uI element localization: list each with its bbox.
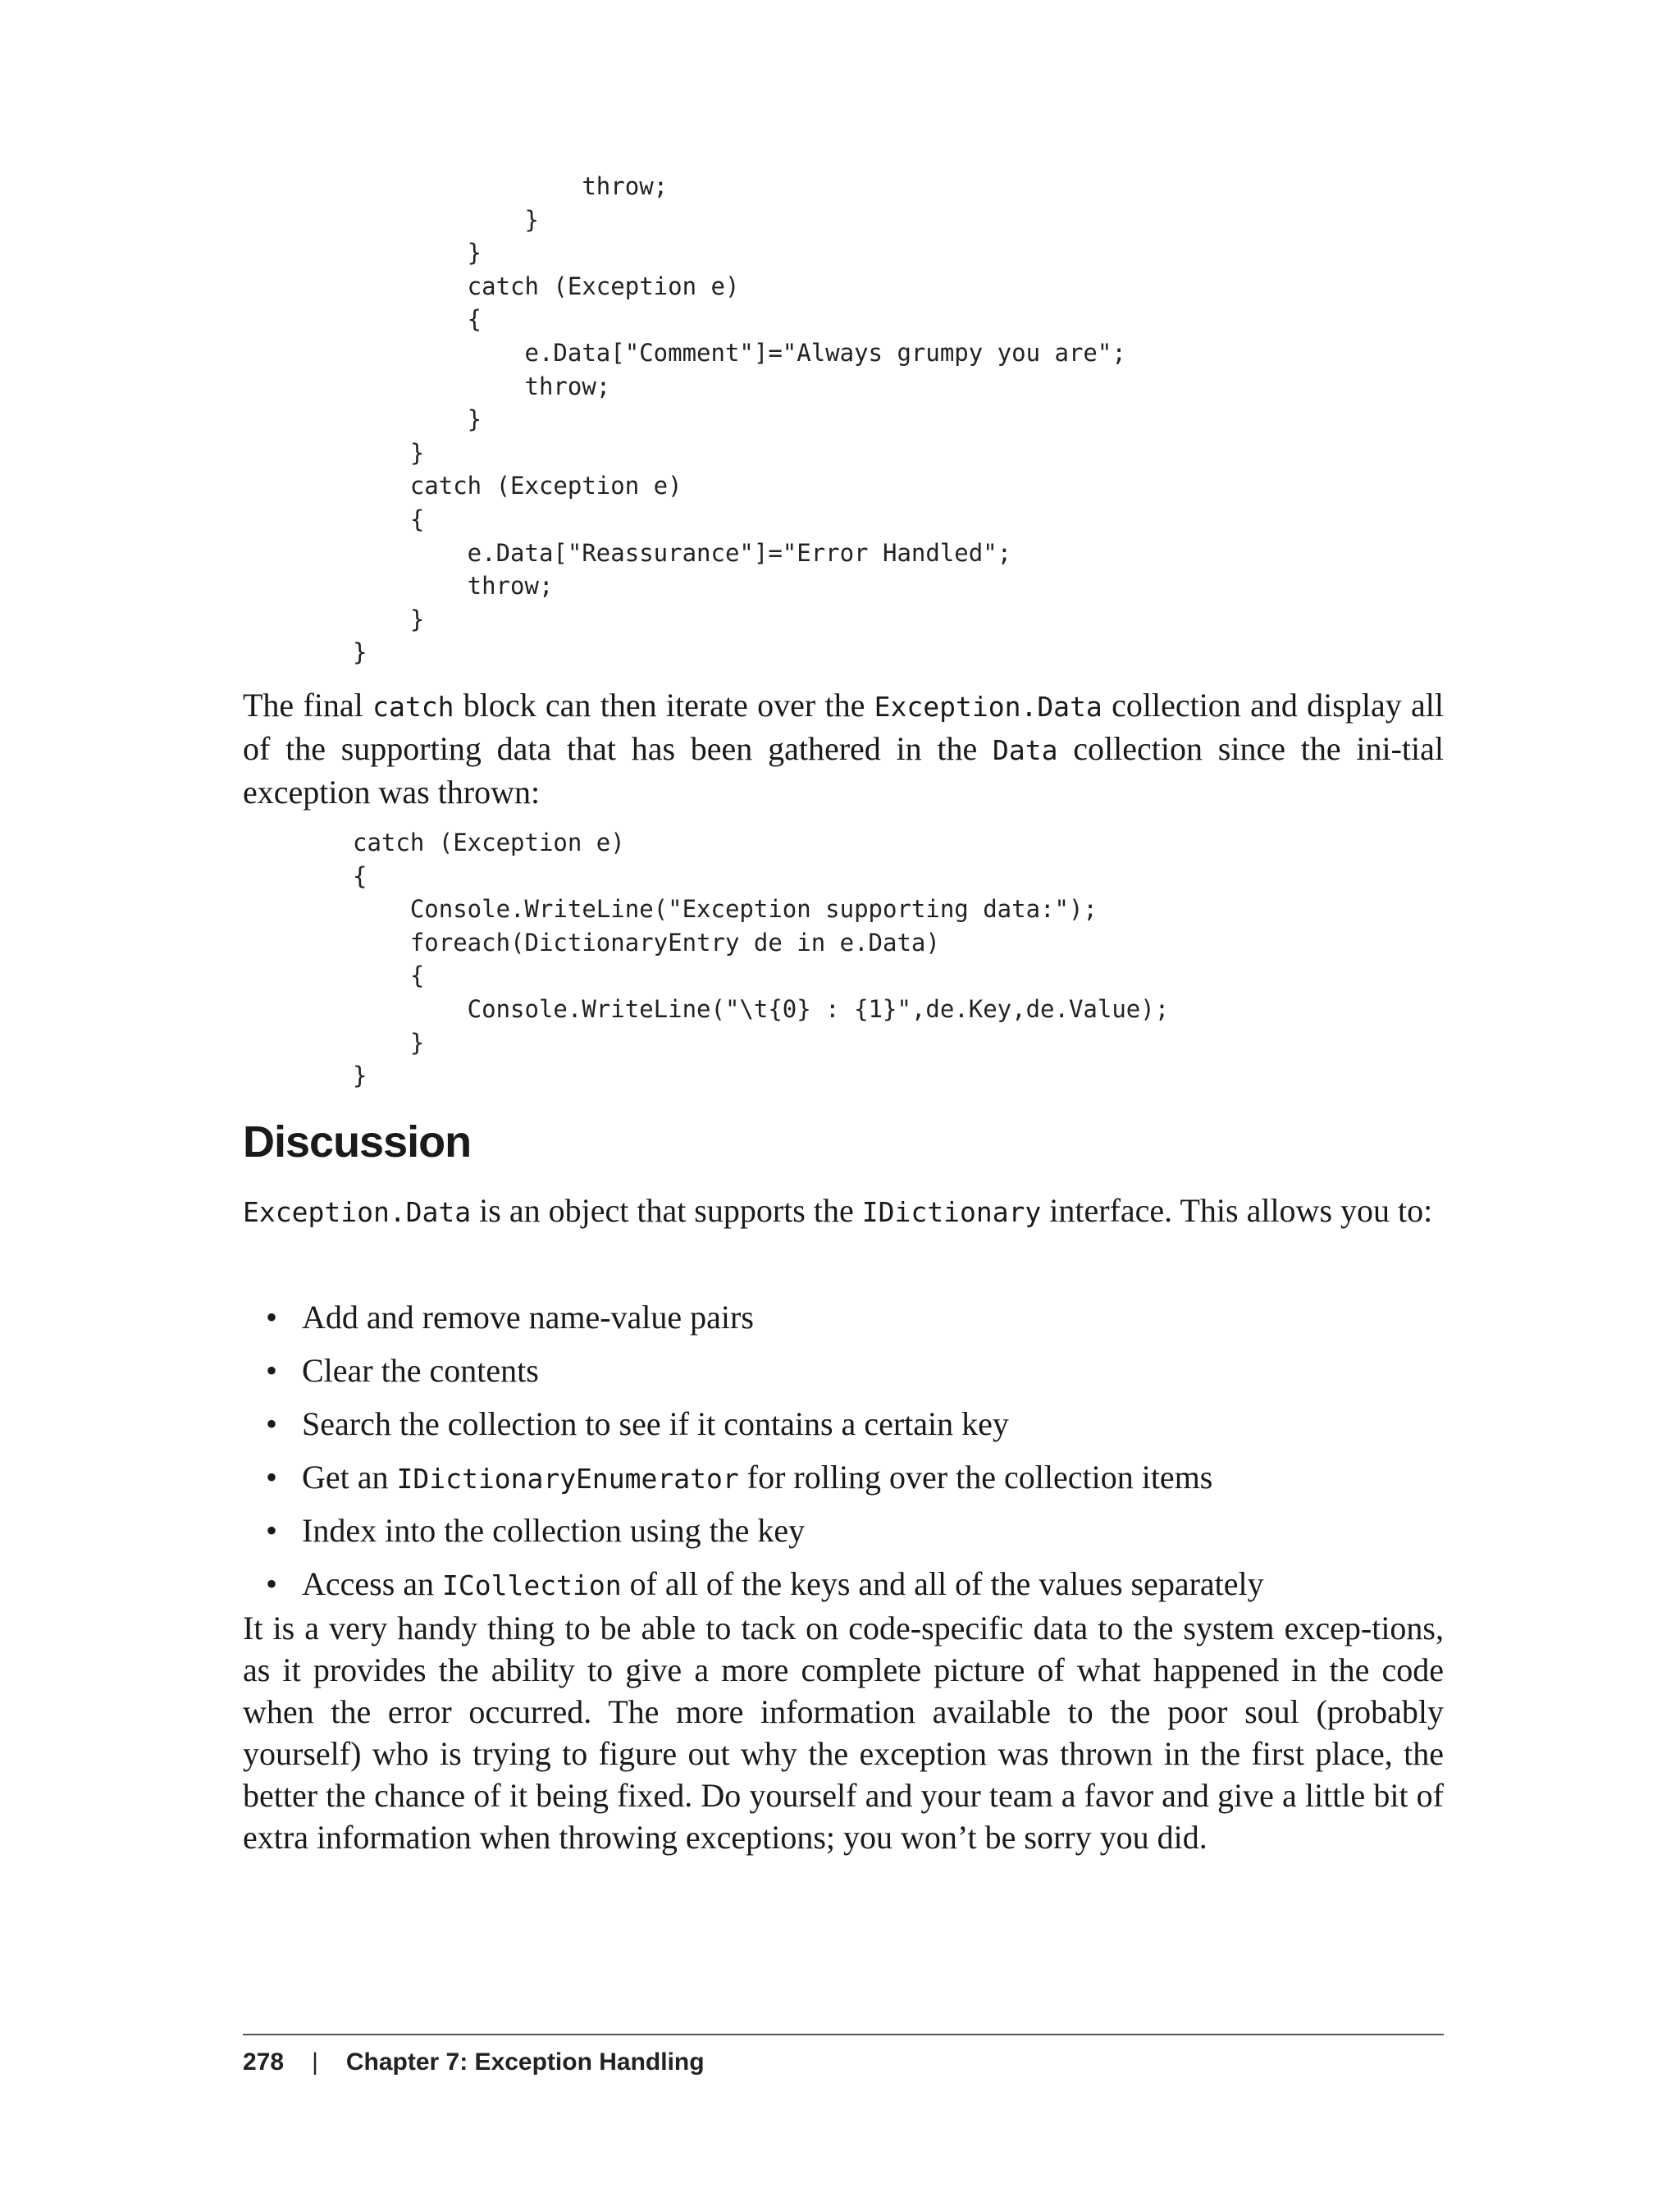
text-run: Search the collection to see if it contains a certain key [302, 1405, 1009, 1442]
bullet-icon: • [266, 1512, 278, 1549]
text-run: block can then iterate over the [454, 687, 874, 724]
bullet-icon: • [266, 1352, 278, 1389]
list-item [262, 1505, 1444, 1558]
code-line: } [353, 405, 482, 434]
code-line: } [353, 1062, 368, 1090]
closing-paragraph: It is a very handy thing to be able to tack on code-specific data to the system excep-tions, as it provides the ability to give a more complete picture of what happened in the code when the error occurred. The more information available to the poor soul (probably yourself) who is trying to figure out why the exception was thrown in the first place, the better the chance of it being fixed. Do yourself and your team a favor and give a little bit of extra information when throwing exceptions; you won’t be sorry you did. [243, 1610, 1444, 1856]
code-line: { [353, 505, 425, 533]
inline-code: Exception.Data [874, 691, 1102, 723]
text-run: Clear the contents [302, 1352, 539, 1389]
code-line: e.Data["Comment"]="Always grumpy you are"; [353, 338, 1126, 367]
bullet-icon: • [266, 1405, 278, 1442]
inline-code: ICollection [442, 1569, 622, 1601]
footer-separator: | [312, 2048, 318, 2076]
inline-code: Data [993, 734, 1058, 766]
text-run: Index into the collection using the key [302, 1512, 806, 1549]
text-run: interface. This allows you to: [1041, 1192, 1433, 1229]
list-item [262, 1291, 1444, 1345]
bullet-icon: • [266, 1459, 278, 1496]
discussion-paragraph [243, 1190, 1444, 1233]
bullet-icon: • [266, 1565, 278, 1602]
code-line: } [353, 438, 425, 467]
code-block-final-catch [353, 826, 1169, 1093]
chapter-title: Chapter 7: Exception Handling [345, 2048, 705, 2076]
code-line: { [353, 861, 368, 890]
text-run: Access an [302, 1565, 443, 1602]
code-line: catch (Exception e) [353, 829, 625, 856]
footer-divider [243, 2034, 1444, 2035]
code-line: { [353, 961, 425, 990]
inline-code: Exception.Data [243, 1196, 472, 1228]
code-line: Console.WriteLine("Exception supporting data:"); [353, 895, 1098, 924]
list-item [262, 1451, 1444, 1505]
code-line: throw; [353, 572, 554, 601]
code-line: throw; [353, 172, 669, 200]
inline-code: IDictionaryEnumerator [396, 1463, 739, 1495]
code-line: e.Data["Reassurance"]="Error Handled"; [353, 538, 1012, 567]
text-run: Get an [302, 1459, 397, 1496]
bullet-icon: • [266, 1299, 278, 1336]
code-line: } [353, 1028, 425, 1057]
code-line: } [353, 638, 368, 667]
code-line: catch (Exception e) [353, 272, 740, 300]
text-run: collection since the ini-tial exception was thrown: [243, 730, 1444, 811]
inline-code: catch [372, 691, 454, 723]
text-run: for rolling over the collection items [738, 1459, 1213, 1496]
inline-code: IDictionary [861, 1196, 1042, 1228]
code-line: { [353, 305, 482, 334]
code-line: throw; [353, 372, 611, 400]
page-footer [243, 2046, 705, 2079]
text-run: of all of the keys and all of the values separately [621, 1565, 1264, 1602]
list-item [262, 1558, 1444, 1611]
code-line: } [353, 205, 539, 234]
text-run: Add and remove name-value pairs [302, 1299, 754, 1336]
bullet-list [262, 1291, 1444, 1611]
text-run: The final [243, 687, 373, 724]
list-item [262, 1398, 1444, 1451]
code-line: foreach(DictionaryEntry de in e.Data) [353, 928, 940, 957]
code-line: } [353, 605, 425, 633]
code-line: catch (Exception e) [353, 472, 682, 500]
intro-paragraph [243, 684, 1444, 813]
list-item [262, 1345, 1444, 1398]
code-block-throw-catch [353, 170, 1126, 669]
section-heading: Discussion [243, 1117, 472, 1167]
text-run: is an object that supports the [471, 1192, 862, 1229]
text-run: collection and display all of the supporting data that has been gathered in the [243, 687, 1444, 767]
page-number: 278 [243, 2048, 285, 2076]
code-line: } [353, 239, 482, 267]
code-line: Console.WriteLine("\t{0} : {1}",de.Key,de.Value); [353, 994, 1170, 1023]
